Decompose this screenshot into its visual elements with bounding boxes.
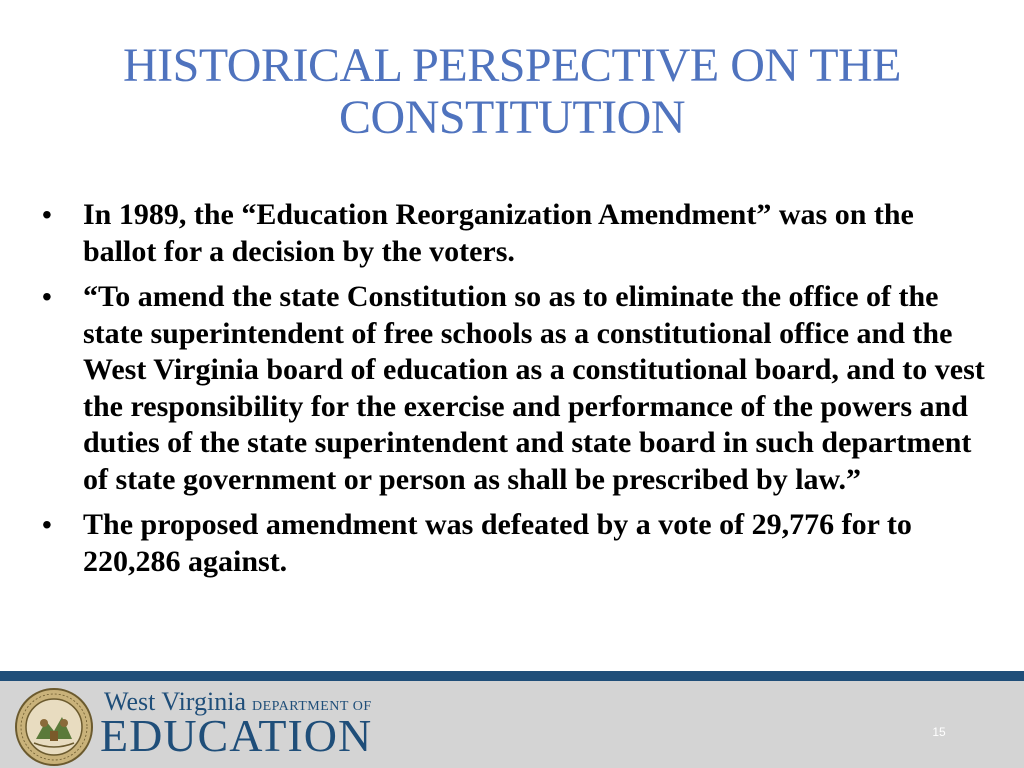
state-seal-logo — [14, 687, 94, 767]
bullet-marker: • — [42, 281, 52, 312]
logo-department-label: DEPARTMENT OF — [251, 699, 372, 714]
bullet-marker: • — [42, 509, 52, 540]
bullet-item — [40, 279, 990, 498]
logo-education-wordmark: EDUCATION — [100, 710, 373, 761]
footer — [0, 681, 1024, 768]
bullet-item — [40, 507, 990, 580]
slide-title-line-2: CONSTITUTION — [339, 91, 685, 144]
slide-title — [40, 40, 984, 144]
bullet-marker: • — [42, 199, 52, 230]
logo-state-name: West Virginia — [104, 687, 246, 716]
bullet-item — [40, 197, 990, 270]
bullet-text: “To amend the state Constitution so as to eliminate the office of the state superintendent of free schools as a constitutional office and the West Virginia board of education as a constitutional board, and to vest the responsibility for the exercise and performance of the powers and duties of the state superintendent and state board in such department of state government or person as shall be prescribed by law.” — [83, 280, 985, 496]
slide-title-line-1: HISTORICAL PERSPECTIVE ON THE — [123, 39, 901, 92]
bullet-list — [40, 197, 990, 589]
footer-divider — [0, 671, 1024, 681]
page-number: 15 — [932, 725, 946, 739]
bullet-text: The proposed amendment was defeated by a vote of 29,776 for to 220,286 against. — [83, 508, 912, 578]
bullet-text: In 1989, the “Education Reorganization Amendment” was on the ballot for a decision by the voters. — [83, 198, 914, 268]
